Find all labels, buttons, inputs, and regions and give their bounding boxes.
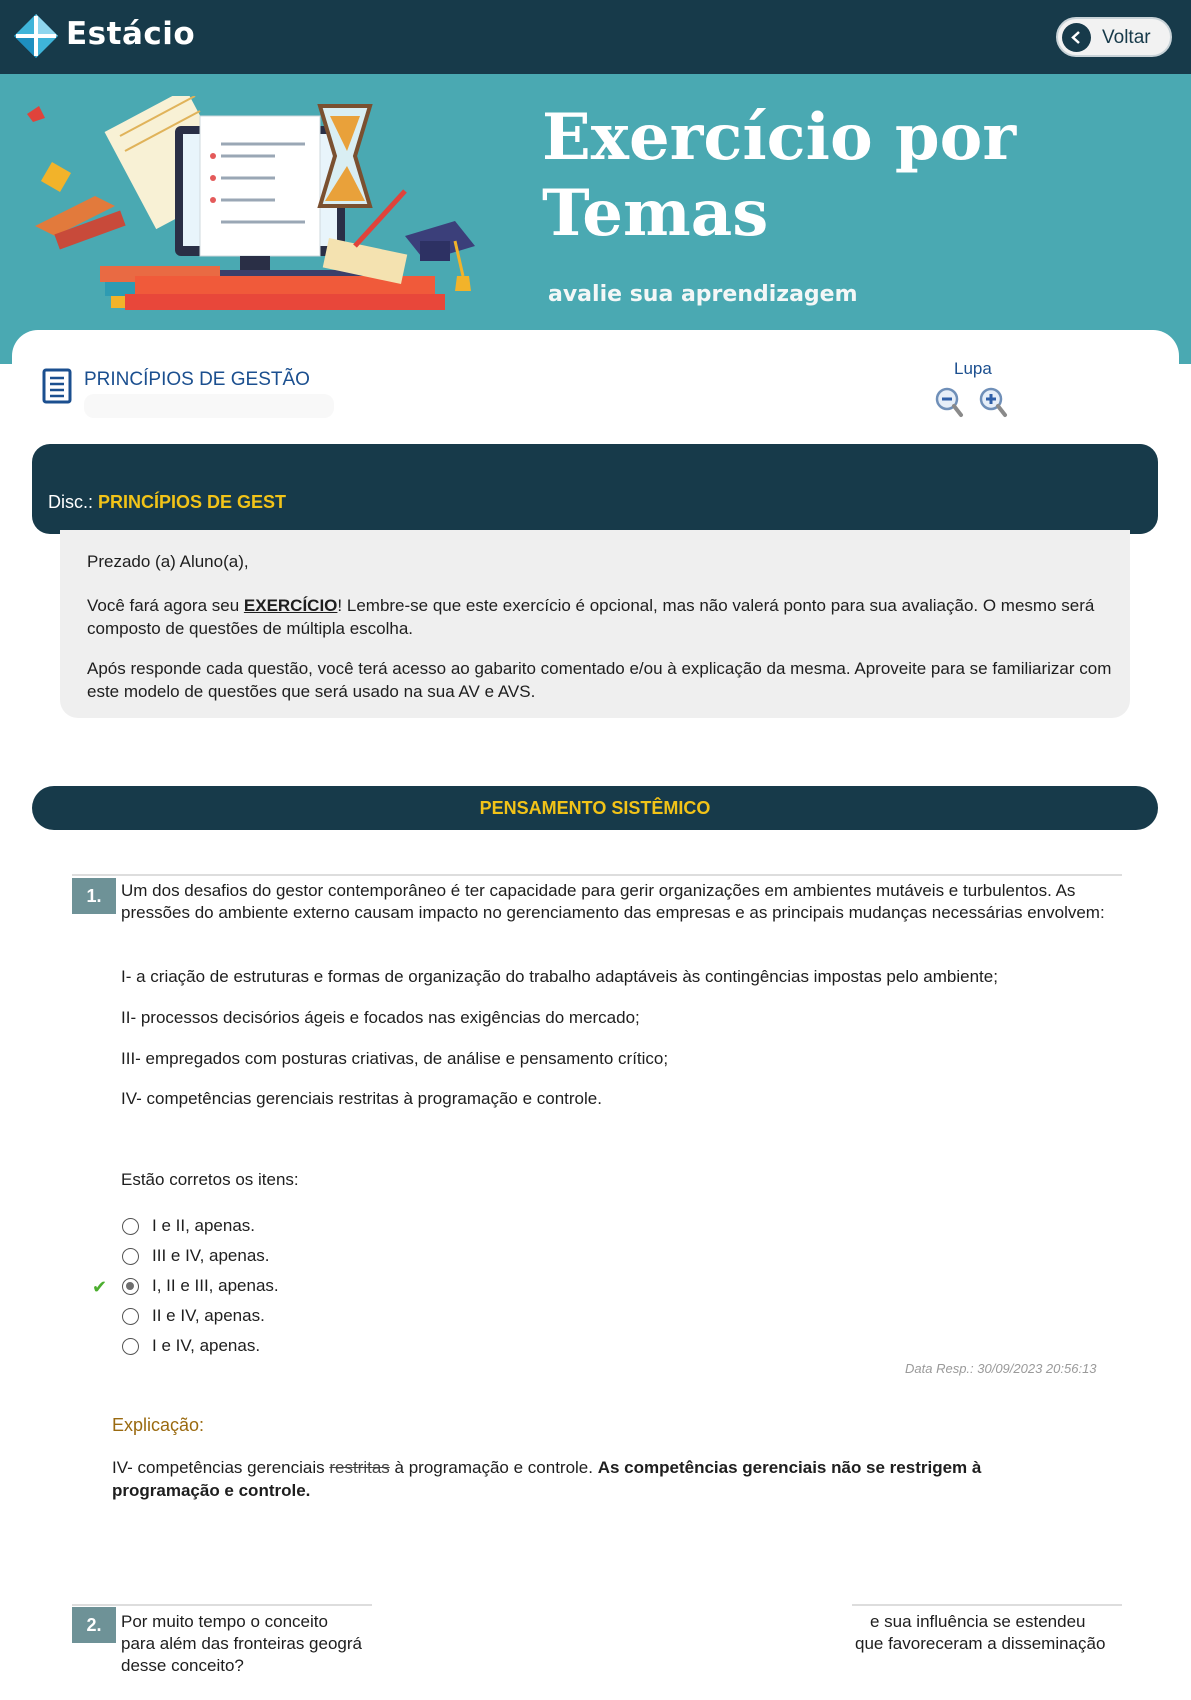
discipline-label: Disc.: PRINCÍPIOS DE GEST (48, 492, 287, 512)
question-number: 1. (72, 878, 116, 914)
zoom-in-icon[interactable] (978, 386, 1008, 418)
brand-name: Estácio (66, 16, 196, 52)
study-illustration (25, 96, 515, 316)
course-list-icon (42, 368, 74, 406)
answer-timestamp: Data Resp.: 30/09/2023 20:56:13 (905, 1361, 1097, 1376)
question-number: 2. (72, 1607, 116, 1643)
back-button[interactable] (1056, 17, 1172, 57)
back-arrow-icon (1062, 23, 1091, 52)
intro-box (60, 530, 1130, 718)
question-2-line-2-start: para além das fronteiras geográ (121, 1634, 362, 1653)
back-button-label: Voltar (1102, 27, 1151, 48)
radio-button[interactable] (122, 1218, 139, 1235)
zoom-label: Lupa (954, 359, 992, 378)
radio-button[interactable] (122, 1248, 139, 1265)
page-subtitle: avalie sua aprendizagem (548, 282, 858, 307)
correct-check-icon: ✔ (92, 1277, 108, 1298)
discipline-value: PRINCÍPIOS DE GEST (98, 492, 287, 512)
top-bar (0, 0, 1191, 74)
radio-button[interactable] (122, 1308, 139, 1325)
question-2-line-1-end: e sua influência se estendeu (870, 1612, 1086, 1631)
radio-button-selected[interactable] (122, 1278, 139, 1295)
question-item: IV- competências gerenciais restritas à programação e controle. (121, 1089, 602, 1108)
question-2-line-2-end: que favoreceram a disseminação (855, 1634, 1106, 1653)
intro-paragraph-1: Você fará agora seu EXERCÍCIO! Lembre-se que este exercício é opcional, mas não valerá ponto para sua avaliação. O mesmo será composto de questões de múltipla escolha. (87, 596, 1095, 638)
theme-title: PENSAMENTO SISTÊMICO (479, 798, 711, 818)
zoom-out-icon[interactable] (934, 386, 964, 418)
question-item: II- processos decisórios ágeis e focados nas exigências do mercado; (121, 1008, 640, 1027)
question-2-line-3: desse conceito? (121, 1656, 244, 1675)
question-prompt: Estão corretos os itens: (121, 1170, 299, 1189)
exercise-emphasis: EXERCÍCIO (243, 596, 338, 615)
question-item: III- empregados com posturas criativas, de análise e pensamento crítico; (121, 1049, 669, 1068)
explanation-text: IV- competências gerenciais restritas à programação e controle. As competências gerenciais não se restrigem à programação e controle. (112, 1458, 982, 1500)
course-subtitle-redacted (84, 394, 334, 418)
estacio-logo-icon (12, 12, 60, 60)
intro-greeting: Prezado (a) Aluno(a), (87, 552, 249, 571)
explanation-label: Explicação: (112, 1415, 205, 1435)
question-item: I- a criação de estruturas e formas de organização do trabalho adaptáveis às contingências impostas pelo ambiente; (121, 967, 998, 986)
intro-paragraph-2: Após responde cada questão, você terá acesso ao gabarito comentado e/ou à explicação da mesma. Aproveite para se familiarizar com este modelo de questões que será usado na sua AV e AVS. (87, 659, 1112, 701)
theme-header (32, 786, 1158, 830)
redacted-region (372, 1596, 852, 1676)
question-statement: Um dos desafios do gestor contemporâneo é ter capacidade para gerir organizações em ambientes mutáveis e turbulentos. As pressões do ambiente externo causam impacto no gerenciamento das empresas e as principais mudanças necessárias envolvem: (121, 881, 1105, 922)
page-title: Exercício por Temas (542, 100, 1017, 251)
question-divider (72, 874, 1122, 876)
radio-button[interactable] (122, 1338, 139, 1355)
question-2-line-1-start: Por muito tempo o conceito (121, 1612, 328, 1631)
course-title: PRINCÍPIOS DE GESTÃO (84, 369, 310, 390)
discipline-bar (32, 444, 1158, 534)
